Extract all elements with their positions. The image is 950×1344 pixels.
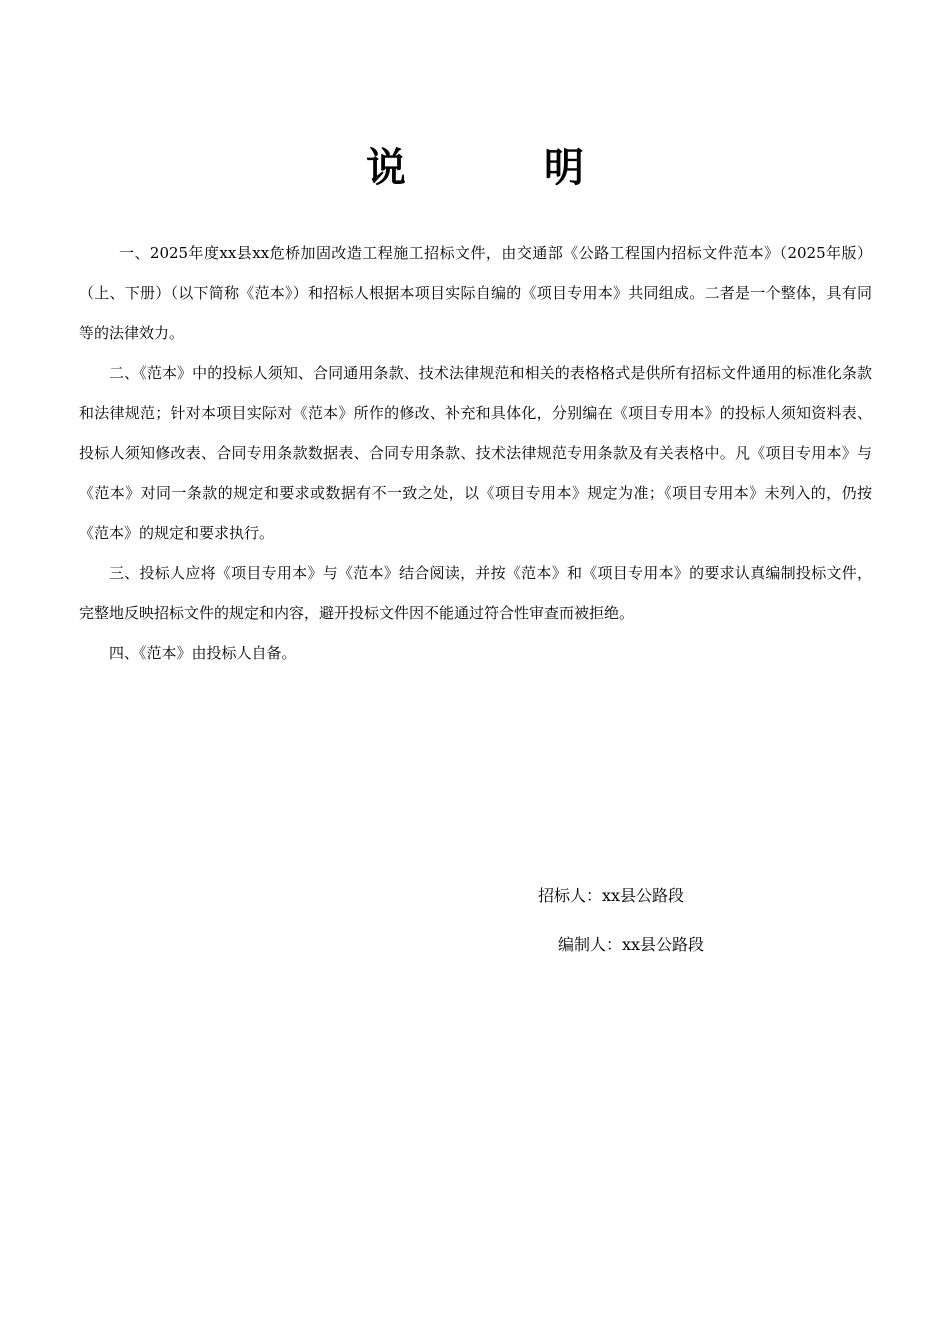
document-title: 说 明	[366, 144, 646, 191]
paragraph-3: 三、投标人应将《项目专用本》与《范本》结合阅读，并按《范本》和《项目专用本》的要求认真编制投标文件，完整地反映招标文件的规定和内容，避开投标文件因不能通过符合性审查而被拒绝。	[79, 564, 872, 622]
compiler-signature: 编制人：xx县公路段	[558, 935, 705, 954]
paragraph-2: 二、《范本》中的投标人须知、合同通用条款、技术法律规范和相关的表格格式是供所有招标文件通用的标准化条款和法律规范；针对本项目实际对《范本》所作的修改、补充和具体化，分别编在《项目专用本》的投标人须知资料表、投标人须知修改表、合同专用条款数据表、合同专用条款、技术法律规范专用条款及有关表格中。凡《项目专用本》与《范本》对同一条款的规定和要求或数据有不一致之处，以《项目专用本》规定为准；《项目专用本》未列入的，仍按《范本》的规定和要求执行。	[79, 364, 872, 542]
paragraph-1: 一、2025年度xx县xx危桥加固改造工程施工招标文件，由交通部《公路工程国内招标文件范本》（2025年版）（上、下册）（以下简称《范本》）和招标人根据本项目实际自编的《项目专用本》共同组成。二者是一个整体，具有同等的法律效力。	[79, 244, 872, 342]
tenderer-signature: 招标人：xx县公路段	[538, 886, 685, 905]
paragraph-4: 四、《范本》由投标人自备。	[109, 644, 297, 662]
document-body	[79, 233, 872, 673]
